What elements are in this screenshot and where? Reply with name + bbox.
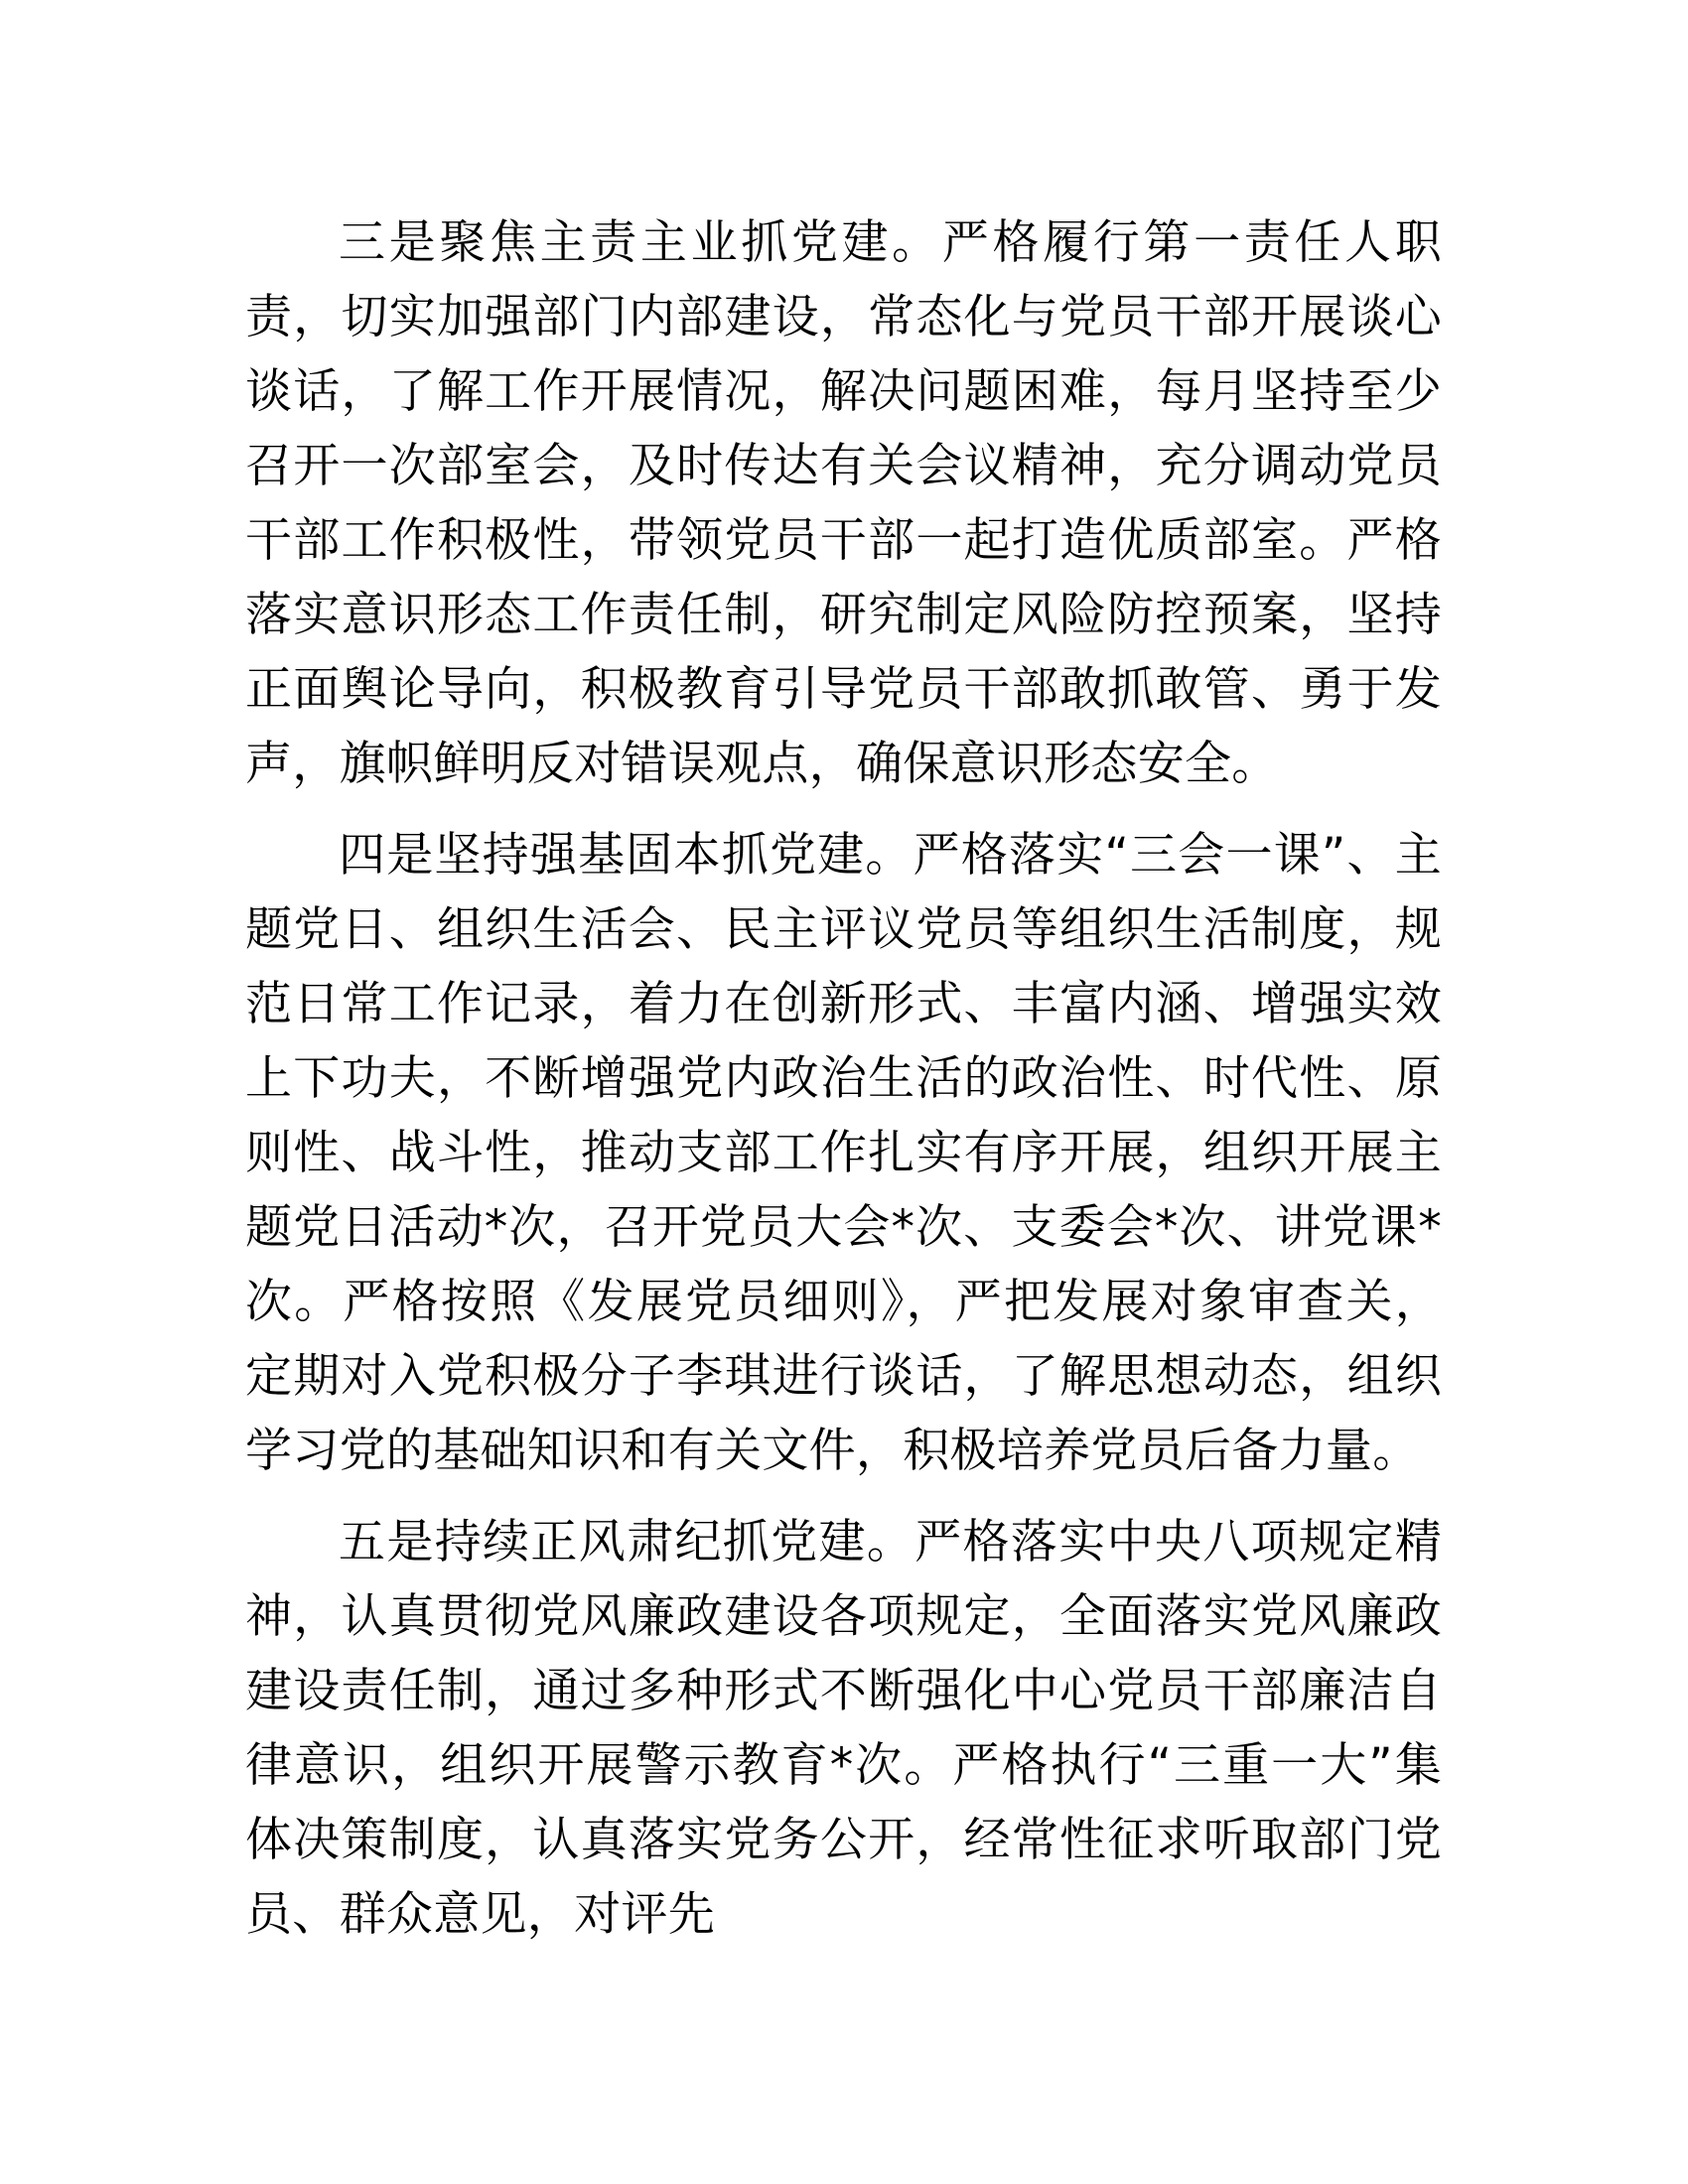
- paragraph-party-building-discipline: 五是持续正风肃纪抓党建。严格落实中央八项规定精神，认真贯彻党风廉政建设各项规定，全面落实党风廉政建设责任制，通过多种形式不断强化中心党员干部廉洁自律意识，组织开展警示教育*次。严格执行“三重一大”集体决策制度，认真落实党务公开，经常性征求听取部门党员、群众意见，对评先: [245, 1515, 1442, 1942]
- paragraph-party-building-foundation: 四是坚持强基固本抓党建。严格落实“三会一课”、主题党日、组织生活会、民主评议党员等组织生活制度，规范日常工作记录，着力在创新形式、丰富内涵、增强实效上下功夫，不断增强党内政治生活的政治性、时代性、原则性、战斗性，推动支部工作扎实有序开展，组织开展主题党日活动*次，召开党员大会*次、支委会*次、讲党课*次。严格按照《发展党员细则》，严把发展对象审查关，定期对入党积极分子李琪进行谈话，了解思想动态，组织学习党的基础知识和有关文件，积极培养党员后备力量。: [245, 828, 1442, 1478]
- paragraph-party-building-main-duty: 三是聚焦主责主业抓党建。严格履行第一责任人职责，切实加强部门内部建设，常态化与党员干部开展谈心谈话，了解工作开展情况，解决问题困难，每月坚持至少召开一次部室会，及时传达有关会议精神，充分调动党员干部工作积极性，带领党员干部一起打造优质部室。严格落实意识形态工作责任制，研究制定风险防控预案，坚持正面舆论导向，积极教育引导党员干部敢抓敢管、勇于发声，旗帜鲜明反对错误观点，确保意识形态安全。: [245, 215, 1442, 791]
- document-body: [245, 205, 1442, 1969]
